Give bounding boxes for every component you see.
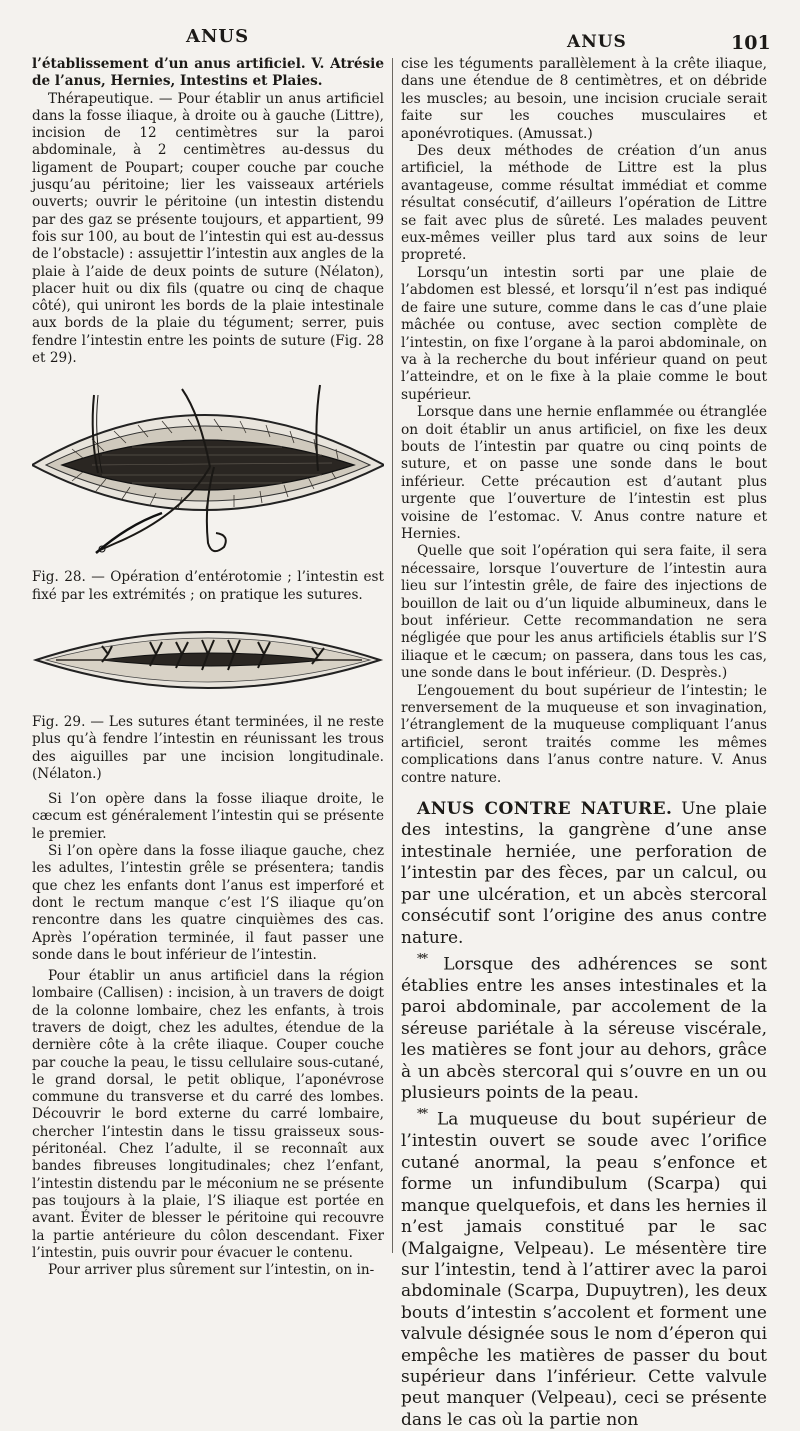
entry-anus-contre-nature xyxy=(401,799,767,1431)
running-head-left: ANUS xyxy=(186,26,250,47)
paragraph-fosse-droite: Si l’on opère dans la fosse iliaque droite, le cæcum est généralement l’intestin qui se présente le premier. xyxy=(32,791,384,842)
paragraph-muqueuse: La muqueuse du bout supérieur de l’intestin ouvert se soude avec l’orifice cutané anormal, la peau s’enfonce et forme un infundibulum (Scarpa) qui manque quelquefois, et dans les hernies il n’est jamais constitué par le sac (Malgaigne, Velpeau). Le mésentère tire sur l’intestin, tend à l’attirer avec la paroi abdominale (Scarpa, Dupuytren), les deux bouts d’intestin s’accolent et forment une valvule désignée sous le nom d’éperon qui empêche les matières de passer du bout supérieur dans l’inférieur. Cette valvule peut manquer (Velpeau), ceci se présente dans le cas où la partie non xyxy=(401,1110,768,1430)
figure-28 xyxy=(32,375,384,604)
paragraph-quelle: Quelle que soit l’opération qui sera faite, il sera nécessaire, lorsque l’ouverture de l’intestin aura lieu sur l’intestin grêle, de faire des injections de bouillon de lait ou d’un liquide albumineux, dans le bout inférieur. Cette recommandation ne sera négligée que pour les anus artificiels établis sur l’S iliaque et le cæcum; on passera, dans tous les cas, une sonde dans le bout inférieur. (D. Desprès.) xyxy=(401,543,767,682)
paragraph-therapeutique: Thérapeutique. — Pour établir un anus artificiel dans la fosse iliaque, à droite ou à gauche (Littre), incision de 12 centimètres sur la paroi abdominale, à 2 centimètres au-dessus du ligament de Poupart; couper couche par couche jusqu’au péritoine; lier les vaisseaux artériels ouverts; ouvrir le péritoine (un intestin distendu par des gaz se présente toujours, et appartient, 99 fois sur 100, au bout de l’intestin qui est au-dessus de l’obstacle) : assujettir l’intestin aux angles de la plaie à l’aide de deux points de suture (Nélaton), placer huit ou dix fils (quatre ou cinq de chaque côté), qui uniront les bords de la plaie intestinale aux bords de la plaie du tégument; serrer, puis fendre l’intestin entre les points de suture (Fig. 28 et 29). xyxy=(32,90,384,367)
column-divider xyxy=(392,58,393,1253)
lead-line: l’établissement d’un anus artificiel. V. Atrésie de l’anus, Hernies, Intestins et Plaies. xyxy=(32,56,384,90)
enterotomy-illustration xyxy=(32,375,384,563)
paragraph-lombaire: Pour établir un anus artificiel dans la région lombaire (Callisen) : incision, à un travers de doigt de la colonne lombaire, chez les enfants, à trois travers de doigt, chez les adultes, étendue de la dernière côte à la crête iliaque. Couper couche par couche la peau, le tissu cellulaire sous-cutané, le grand dorsal, le petit oblique, l’aponévrose commune du transverse et du carré des lombes. Découvrir le bord externe du carré lombaire, chercher l’intestin dans le tissu graisseux sous-péritonéal. Chez l’adulte, il se reconnaît aux bandes fibreuses longitudinales; chez l’enfant, l’intestin distendu par le méconium ne se présente pas toujours à la plaie, l’S iliaque est portée en avant. Éviter de blesser le péritoine qui recouvre la partie antérieure du côlon descendant. Fixer l’intestin, puis ouvrir pour évacuer le contenu. xyxy=(32,968,384,1261)
figure-29-caption: Fig. 29. — Les sutures étant terminées, il ne reste plus qu’à fendre l’intestin en réunissant les trous des aiguilles par une incision longitudinale. (Nélaton.) xyxy=(32,713,384,782)
paragraph-deux-methodes: Des deux méthodes de création d’un anus artificiel, la méthode de Littre est la plus avantageuse, comme résultat immédiat et comme résultat consécutif, d’ailleurs l’opération de Littre se fait avec plus de sûreté. Les malades peuvent eux-mêmes veiller plus tard aux soins de leur propreté. xyxy=(401,143,767,264)
entry-title: ANUS CONTRE NATURE. xyxy=(417,799,673,820)
sutures-illustration xyxy=(32,612,384,708)
paragraph-fosse-gauche: Si l’on opère dans la fosse iliaque gauche, chez les adultes, l’intestin grêle se présentera; tandis que chez les enfants dont l’anus est imperforé et dont le rectum manque c’est l’S iliaque qu’on rencontre dans les quatre cinquièmes des cas. Après l’opération terminée, il faut passer une sonde dans le bout inférieur de l’intestin. xyxy=(32,843,384,963)
figure-29 xyxy=(32,612,384,783)
page-number: 101 xyxy=(731,32,771,54)
paragraph-plaie: Lorsqu’un intestin sorti par une plaie de l’abdomen est blessé, et lorsqu’il n’est pas indiqué de faire une suture, comme dans le cas d’une plaie mâchée ou contuse, avec section complète de l’intestin, on fixe l’organe à la paroi abdominale, on va à la recherche du bout inférieur quand on peut l’atteindre, et on le fixe à la plaie comme le bout supérieur. xyxy=(401,264,767,403)
entry-paragraph: Une plaie des intestins, la gangrène d’une anse intestinale herniée, une perforation de l’intestin par des fèces, par un calcul, ou par une ulcération, et un abcès stercoral consécutif sont l’origine des anus contre nature. xyxy=(401,799,768,948)
asterism-2: ** xyxy=(417,1107,426,1123)
paragraph-adherences: Lorsque des adhérences se sont établies entre les anses intestinales et la paroi abdominale, par accolement de la séreuse pariétale à la séreuse viscérale, les matières se font jour au dehors, grâce à un abcès stercoral qui s’ouvre en un ou plusieurs points de la peau. xyxy=(401,954,767,1103)
figure-28-caption: Fig. 28. — Opération d’entérotomie ; l’intestin est fixé par les extrémités ; on pratique les sutures. xyxy=(32,569,384,603)
paragraph-hernie: Lorsque dans une hernie enflammée ou étranglée on doit établir un anus artificiel, on fixe les deux bouts de l’intestin par quatre ou cinq points de suture, et on passe une sonde dans le bout inférieur. Cette précaution est d’autant plus urgente que l’ouverture de l’intestin est plus voisine de l’estomac. V. Anus contre nature et Hernies. xyxy=(401,404,767,542)
paragraph-continuation: cise les téguments parallèlement à la crête iliaque, dans une étendue de 8 centimètres, et on débride les muscles; au besoin, une incision cruciale serait faite sur les couches musculaires et aponévrotiques. (Amussat.) xyxy=(401,56,767,142)
left-column xyxy=(32,56,384,1279)
running-head-right: ANUS xyxy=(567,32,627,52)
paragraph-arriver: Pour arriver plus sûrement sur l’intestin, on in- xyxy=(48,1262,375,1279)
asterism-1: ** xyxy=(417,951,426,967)
paragraph-engouement: L’engouement du bout supérieur de l’intestin; le renversement de la muqueuse et son invagination, l’étranglement de la muqueuse compliquant l’anus artificiel, seront traités comme les mêmes complications dans l’anus contre nature. V. Anus contre nature. xyxy=(401,682,767,786)
right-column xyxy=(401,56,767,1431)
